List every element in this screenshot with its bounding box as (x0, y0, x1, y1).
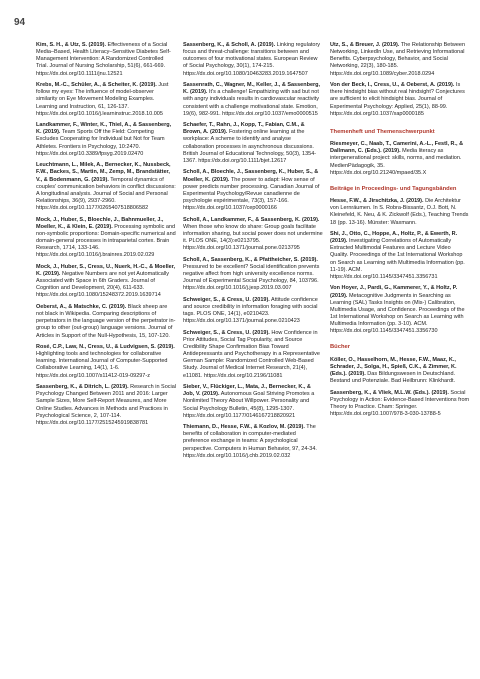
reference-authors: Schweiger, S., & Cress, U. (2019). (183, 296, 270, 303)
reference-text: Team Sports Off the Field: Competing Excludes Cooperating for Individual but Not for Team Athletes. Frontiers in Psychology, 10:2470. https://dx.doi.org/10.3389/fpsyg.2019.02470 (36, 129, 165, 157)
reference-text: Is there hindsight bias without real hindsight? Conjectures are sufficient to elicit hindsight bias. Journal of Experimental Psychology: Applied, 25(1), 88-99. https://dx.doi.org/10.1037/xap0000185 (330, 82, 465, 117)
reference-entry (330, 231, 470, 281)
reference-text: When those who know do share: Group goals facilitate information sharing, but social power does not undermine it. PLOS ONE, 14(3):e0213795. https://dx.doi.org/10.1371/journal.pone.0213795 (183, 223, 323, 252)
reference-text: Das Bildungswesen in Deutschland. Bestand und Potenziale. Bad Heilbrunn: Klinkhardt. (330, 370, 456, 385)
reference-entry (330, 82, 470, 118)
reference-entry (36, 162, 176, 212)
reference-authors: Sassenberg, K., & Ditrich, L. (2019). (36, 384, 129, 391)
reference-text: Linking regulatory focus and threat-challenge: transitions between and outcomes of four motivational states. European Review of Social Psychology, 30(1), 174-215. https://dx.doi.org/10.1080/10463283.2019.1647507 (183, 42, 321, 77)
reference-authors: Rosé, C.P., Law, N., Cress, U., & Ludvigsen, S. (2019). (36, 344, 175, 351)
section-heading: Beiträge in Proceedings- und Tagungsbänden (330, 185, 457, 192)
reference-text: Negative Numbers are not yet Automatically Associated with Space in 6th Graders. Journal of Cognition and Development, 20(4), 611-633. https://dx.doi.org/10.1080/15248372.2019.1639714 (36, 271, 169, 299)
reference-text: Temporal dynamics of couples' communication behaviors in conflict discussions: A longitudinal analysis. Journal of Social and Personal Relationships, 36(9), 2937-2960. https://dx.doi.org/10.1177/0265407518806582 (36, 176, 176, 212)
section-heading: Themenheft und Themenschwerpunkt (330, 128, 435, 135)
reference-text: Highlighting tools and technologies for collaborative learning. International Journal of Computer-Supported Collaborative Learning, 14(1), 1-6. https://dx.doi.org/10.1007/s11412-019-09297-z (36, 351, 168, 379)
reference-authors: Riesmeyer, C., Naab, T., Camerini, A.-L., Festl, R., & Dallmann, C. (Eds.). (2019). (330, 141, 464, 155)
reference-text: How Confidence in Prior Attitudes, Social Tag Popularity, and Source Credibility Shape Confirmation Bias Toward Antidepressants and Psychotherapy in a Representative German Sample: Randomized Controlled Web-Based Study. Journal of Medical Internet Research, 21(4), e11081. https://dx.doi.org/10.2196/11081 (183, 329, 320, 379)
reference-text: Investigating Correlations of Automatically Extracted Multimodal Features and Lecture Video Quality. Proceedings of the 1st International Workshop on Search as Learning with Multimedia Information (pp. 11-19). ACM. https://dx.doi.org/10.1145/3347451.3356731 (330, 238, 465, 280)
reference-entry (36, 217, 176, 260)
reference-text: Fostering online learning at the workplace: A scheme to identify and analyse collaboration processes in asynchronous discussions. British Journal of Educational Technology, 50(3), 1354-1367. https://dx.doi.org/10.1111/bjet.12617 (183, 129, 317, 164)
reference-authors: Mock, J., Huber, S., Cress, U., Nuerk, H.-C., & Moeller, K. (2019). (36, 263, 176, 278)
reference-entry (36, 82, 176, 118)
reference-text: Effectiveness of a Social Media–Based, Health Literacy–Sensitive Diabetes Self-Management Intervention: A Randomized Controlled Trial. Journal of Nursing Scholarship, 51(6), 661-669. https://dx.doi.org/10.1111/jnu.12521 (36, 42, 171, 77)
page-number: 94 (14, 17, 26, 28)
reference-entry (330, 390, 470, 419)
reference-authors: Scholl, A., Landkammer, F., & Sassenberg, K. (2019). (183, 216, 320, 223)
reference-entry (183, 217, 323, 253)
reference-entry (330, 285, 470, 335)
reference-entry (183, 169, 323, 212)
reference-authors: Köller, O., Hasselhorn, M., Hesse, F.W., Maaz, K., Schrader, J., Solga, H., Spieß, C.K., & Zimmer, K. (Eds.). (2019). (330, 356, 457, 377)
reference-text: The power to adapt: How sense of power predicts number processing. Canadian Journal of Experimental Psychology/Revue canadienne de psychologie expérimentale, 73(3), 157-166. https://dx.doi.org/10.1037/cep0000166 (183, 176, 320, 212)
reference-entry (183, 82, 323, 118)
reference-entry (36, 122, 176, 158)
reference-column-1 (36, 42, 176, 431)
reference-text: Processing symbolic and non-symbolic proportions: Domain-specific numerical and domain-general processes in intraparietal cortex. Brain Research, 1714, 133-146. https://dx.doi.org/10.1016/j.brainres.2019.02.029 (36, 223, 176, 259)
reference-text: Social Psychology in Action: Evidence-Based Interventions from Theory to Practice. Cham: Springer. https://dx.doi.org/10.1007/978-3-030-13788-5 (330, 389, 470, 418)
reference-entry (330, 357, 470, 386)
reference-authors: Von Hoyer, J., Pardi, G., Kammerer, Y., & Holtz, P. (2019). (330, 285, 458, 299)
reference-text: Autonomous Goal Striving Promotes a Nonlimited Theory About Willpower. Personality and Social Psychology Bulletin, 45(8), 1295-1307. https://dx.doi.org/10.1177/0146167218820921 (183, 391, 315, 419)
reference-text: Just follow my eyes: The influence of model-observer similarity on Eye Movement Modeling Examples. Learning and Instruction, 61, 126-137. https://dx.doi.org/10.1016/j.learninstruc.2018.10.005 (36, 82, 169, 117)
reference-column-2 (183, 42, 323, 464)
reference-authors: Landkammer, F., Winter, K., Thiel, A., & Sassenberg, K. (2019). (36, 122, 172, 136)
reference-entry (36, 304, 176, 340)
reference-text: Metacognitive Judgments in Searching as Learning (SAL) Tasks Insights on (Mis-) Calibration, Multimedia Usage, and Confidence. Proceedings of the 1st International Workshop on Search as Learning with Multimedia Information (pp. 3-10). ACM. https://dx.doi.org/10.1145/3347451.3356730 (330, 292, 465, 335)
reference-entry (36, 264, 176, 300)
reference-column-3 (330, 42, 470, 423)
reference-text: Research in Social Psychology Changed Between 2011 and 2016: Larger Sample Sizes, More Self-Report Measures, and More Online Studies. Advances in Methods and Practices in Psychological Science, 2, 107-114. https://dx.doi.org/10.1177/2515245919838781 (36, 384, 177, 426)
reference-entry (183, 257, 323, 293)
reference-text: Black sheep are not black in Wikipedia. Comparing descriptions of perpetrators in the language version of the perpetrator in-group to other (out-group) language versions. Journal of Articles in Support of the Null-Hypothesis, 15, 107-120. (36, 303, 176, 339)
reference-authors: Krebs, M.-C., Schüler, A., & Scheiter, K. (2019). (36, 82, 157, 89)
reference-text: It's a challenge! Empathizing with sad but not with angry individuals results in cardiovascular reactivity consistent with a challenge motivational state. Emotion, 19(6), 982-991. https://dx.doi.org/10.1037/emo0000515 (183, 89, 320, 117)
reference-entry (183, 330, 323, 380)
reference-text: Die Architektur von Lernräumen. In S. Robra-Bissantz, O.J. Bott, N. Kleinefeld, K. Neu, & K. Zickwolf (Eds.), Teaching Trends 18 (pp. 13-16). Münster: Waxmann. (330, 198, 469, 226)
reference-authors: Sassenrath, C., Wagner, M., Keller, J., & Sassenberg, K. (2019). (183, 82, 321, 96)
reference-authors: Schweiger, S., & Cress, U. (2019). (183, 329, 270, 336)
reference-authors: Thiemann, D., Hesse, F.W., & Kozlov, M. (2019). (183, 424, 305, 431)
reference-authors: Scholl, A., Bloechle, J., Sassenberg, K., Huber, S., & Moeller, K. (2019). (183, 169, 319, 183)
reference-authors: Hesse, F.W., & Jirschitzka, J. (2019). (330, 198, 424, 205)
reference-entry (183, 122, 323, 165)
reference-authors: Scholl, A., Sassenberg, K., & Pfattheicher, S. (2019). (183, 256, 318, 263)
reference-authors: Sassenberg, K., & Vliek, M.L.W. (Eds.). (2019). (330, 389, 449, 396)
reference-authors: Kim, S. H., & Utz, S. (2019). (36, 42, 106, 48)
reference-authors: Sieber, V., Flückiger, L., Mata, J., Bernecker, K., & Job, V. (2019). (183, 384, 311, 398)
reference-entry (36, 344, 176, 380)
reference-text: The Relationship Between Networking, LinkedIn Use, and Retrieving Informational Benefits. Cyberpsychology, Behavior, and Social Networking, 22(3), 180-185. https://dx.doi.org/10.1089/cyber.2018.0294 (330, 42, 466, 77)
reference-entry (330, 141, 470, 177)
reference-authors: Schaefer, T., Rahn, J., Kopp, T., Fabian, C.M., & Brown, A. (2019). (183, 122, 305, 136)
reference-authors: Utz, S., & Breuer, J. (2019). (330, 42, 400, 48)
reference-entry (36, 384, 176, 427)
reference-authors: Sassenberg, K., & Scholl, A. (2019). (183, 42, 276, 48)
reference-authors: Oeberst, A., & Matschke, C. (2019). (36, 303, 127, 310)
reference-authors: Shi, J., Otto, C., Hoppe, A., Holtz, P., & Ewerth, R. (2019). (330, 230, 458, 245)
reference-authors: Von der Beck, I., Cress, U., & Oeberst, A. (2019). (330, 82, 455, 89)
reference-text: Attitude confidence and source credibility in information foraging with social tags. PLOS ONE, 14(1), e0210423. https://dx.doi.org/10.1371/journal.pone.0210423 (183, 296, 318, 325)
reference-text: The benefits of collaboration in computer-mediated preference exchange in teams: A psychological perspective. Computers in Human Behavior, 97, 24-34. https://dx.doi.org/10.1016/j.chb.2019.02.032 (183, 424, 317, 459)
reference-entry (330, 42, 470, 78)
section-heading: Bücher (330, 344, 350, 351)
reference-authors: Leuchtmann, L., Milek, A., Bernecker, K., Nussbeck, F.W., Backes, S., Martin, M., Zemp, M., Brandstätter, V., & Bodenmann, G. (2019). (36, 162, 171, 183)
reference-entry (183, 424, 323, 460)
reference-entry (183, 297, 323, 326)
reference-text: Pressured to be excellent? Social identification prevents negative affect from high university excellence norms. Journal of Experimental Social Psychology, 84, 103796. https://dx.doi.org/10.1016/j.jesp.2019.03.007 (183, 263, 320, 292)
reference-authors: Mock, J., Huber, S., Bloechle, J., Bahnmueller, J., Moeller, K., & Klein, E. (2019). (36, 216, 164, 230)
reference-entry (36, 42, 176, 78)
reference-text: Media literacy as intergenerational project: skills, norms, and mediation. MedienPädagogik, 35. https://dx.doi.org/10.21240/mpaed/35.X (330, 148, 462, 176)
reference-entry (183, 384, 323, 420)
reference-entry (330, 198, 470, 227)
reference-entry (183, 42, 323, 78)
